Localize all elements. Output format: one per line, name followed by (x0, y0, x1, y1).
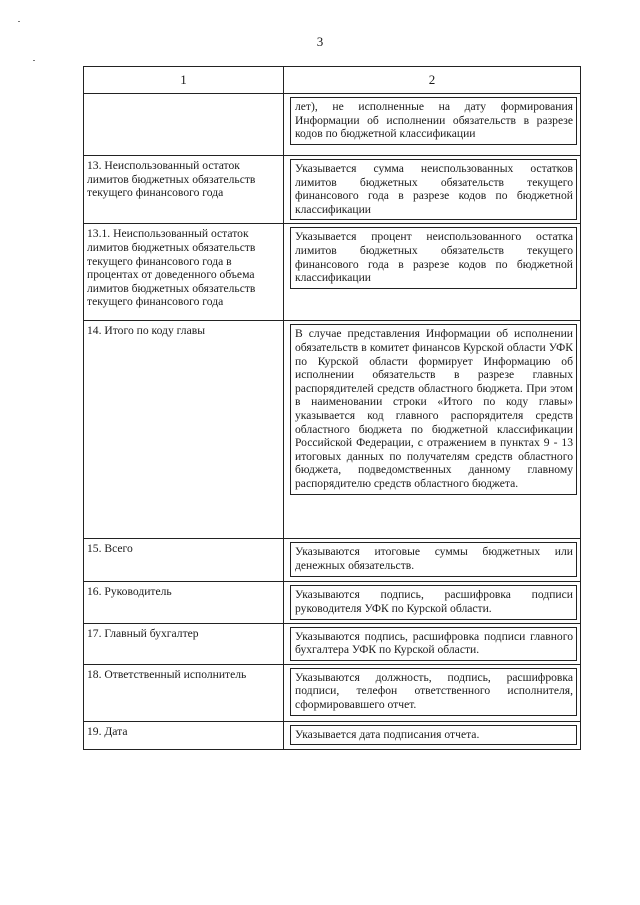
row-description-cell (284, 539, 581, 582)
column-header: 1 (84, 67, 284, 94)
scan-speck (18, 21, 20, 22)
row-description-cell (284, 321, 581, 539)
row-description-cell (284, 156, 581, 224)
row-name-cell: 18. Ответственный исполнитель (84, 664, 284, 721)
row-description-cell (284, 721, 581, 749)
row-description: Указываются должность, подпись, расшифровка подписи, телефон ответственного исполнителя, сформировавшего отчет. (290, 668, 577, 716)
row-name-cell: 13.1. Неиспользованный остаток лимитов бюджетных обязательств текущего финансового года в процентах от доведенного объема лимитов бюджетных обязательств текущего финансового года (84, 224, 284, 321)
table-row (84, 721, 581, 749)
column-header: 2 (284, 67, 581, 94)
row-description: Указываются подпись, расшифровка подписи руководителя УФК по Курской области. (290, 585, 577, 619)
table-header-row (84, 67, 581, 94)
row-description-cell (284, 664, 581, 721)
table-row (84, 321, 581, 539)
table-row (84, 623, 581, 664)
row-description: Указываются итоговые суммы бюджетных или денежных обязательств. (290, 542, 577, 576)
row-name-cell: 17. Главный бухгалтер (84, 623, 284, 664)
table-row (84, 156, 581, 224)
row-description: лет), не исполненные на дату формирования Информации об исполнении обязательств в разрезе кодов по бюджетной классификации (290, 97, 577, 145)
row-name-cell: 19. Дата (84, 721, 284, 749)
table-row (84, 224, 581, 321)
row-name-cell: 16. Руководитель (84, 582, 284, 623)
table-row (84, 664, 581, 721)
row-description: Указывается дата подписания отчета. (290, 725, 577, 746)
scan-speck (33, 60, 35, 61)
table-row (84, 539, 581, 582)
row-description-cell (284, 582, 581, 623)
row-name-cell: 15. Всего (84, 539, 284, 582)
row-name-cell: 13. Неиспользованный остаток лимитов бюджетных обязательств текущего финансового года (84, 156, 284, 224)
row-description: Указывается процент неиспользованного остатка лимитов бюджетных обязательств текущего финансового года в разрезе кодов по бюджетной классификации (290, 227, 577, 288)
row-description-cell (284, 94, 581, 156)
row-description-cell (284, 623, 581, 664)
row-name-cell (84, 94, 284, 156)
row-name-cell: 14. Итого по коду главы (84, 321, 284, 539)
row-description: Указываются подпись, расшифровка подписи главного бухгалтера УФК по Курской области. (290, 627, 577, 661)
table-row (84, 582, 581, 623)
requirements-table (83, 66, 581, 750)
table-row (84, 94, 581, 156)
row-description: В случае представления Информации об исполнении обязательств в комитет финансов Курской области УФК по Курской области формирует Информацию об исполнении обязательств в разрезе главных распорядителей средств областного бюджета. При этом в наименовании строки «Итого по коду главы» указывается код главного распорядителя средств областного бюджета по бюджетной классификации Российской Федерации, с отражением в пунктах 9 - 13 итоговых данных по получателям средств областного бюджета, подведомственных данному главному распорядителю средств областного бюджета. (290, 324, 577, 494)
row-description: Указывается сумма неиспользованных остатков лимитов бюджетных обязательств текущего финансового года в разрезе кодов по бюджетной классификации (290, 159, 577, 220)
row-description-cell (284, 224, 581, 321)
page-number: 3 (316, 34, 324, 49)
